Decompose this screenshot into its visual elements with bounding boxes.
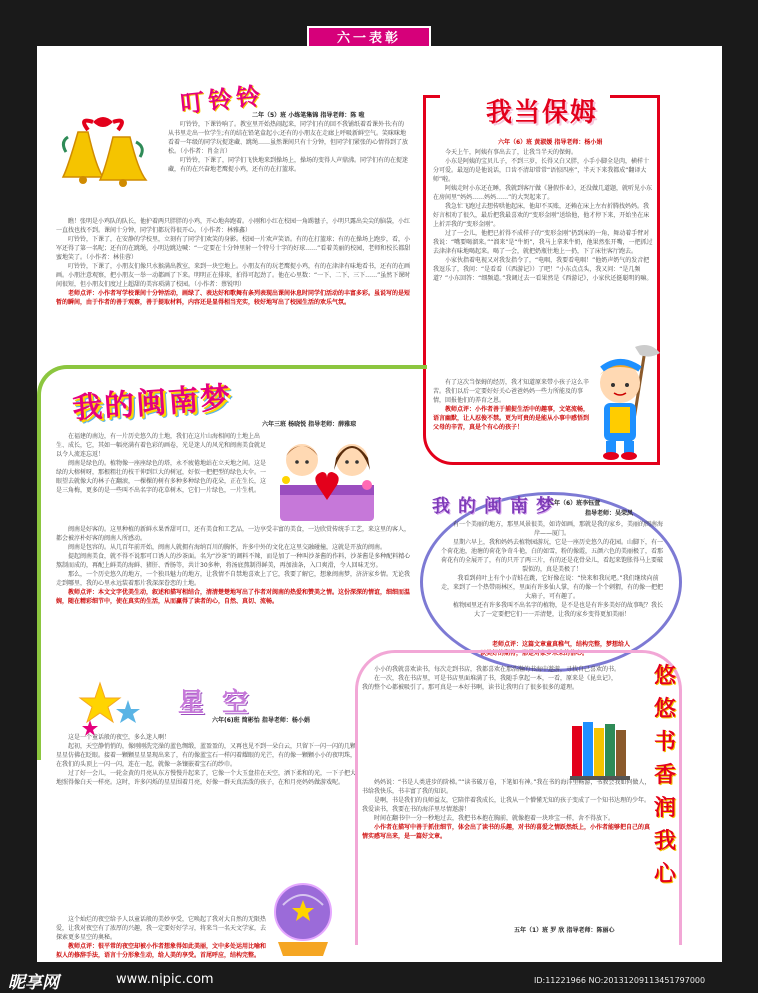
s6-p3: 妈妈说：“书是人类进步的阶梯。”“读书破万卷，下笔如有神。”我在书的海洋里畅游，书教会我如何做人，书给我快乐，书丰富了我的知识。 [362, 779, 651, 795]
crystal-ball-icon [268, 880, 338, 960]
s4-body [440, 520, 664, 650]
s2-p3: 阿姨走时小东还在睡，我就到客厅做《暑假作业》，还没做几道题，就听见小东在房间里“妈妈……妈妈……”的大哭起来了。 [433, 185, 653, 201]
s3-body-2 [56, 525, 414, 645]
s4-byline-2: 指导老师：吴荣凤 [585, 510, 634, 517]
s1-byline: 二年（5）班 小练笔集锦 指导老师：陈 啦 [252, 112, 365, 119]
s6-byline: 五年（1）班 罗 欣 指导老师：陈丽心 [514, 927, 615, 934]
s1-p4: 叮铃铃，下课了，在安静的学校里，立刻有了同学们欢笑的身影。校园一片欢声笑语。有的在打篮球；有的在操场上跑步，看，小军还得了第一名呢；还有的在跳绳，小明边跳边喊：“一定要在十分钟里射一个特号十字的好球……”看着美丽的校园，老师和校长都甜蜜地笑了。（小作者：林佳蓉） [56, 236, 411, 261]
s2-comment: 教师点评：小作者善于捕捉生活中的趣事，文笔流畅，语言幽默，让人忍俊不禁。更为可贵的是能从小事中感悟到父母的辛苦，真是个有心的孩子！ [433, 406, 590, 431]
s6-body-2 [362, 778, 652, 908]
watermark-id: ID:11221966 NO:20131209113451797000 [534, 976, 706, 985]
s2-p5: 过了一会儿，他把已折得不成样子的“变形金刚”扔到床的一角，舞动着手臂对我说：“嘴要喝溜来。”“溜来”是“牛奶”，我马上拿来牛奶，他果然张开嘴，一把抓过去津津有味地喝起来。喝了一会，就把奶瓶往地上一扔，下了床往客厅跑去。 [433, 230, 653, 255]
s3-comment: 教师点评：本文文字优美生动，叙述和描写相结合，清清楚楚地写出了作者对闽南的热爱和赞美之情。这份深深的情谊，细细而温婉，随在精彩细节中，使在真实的生活，从而赢得了读者的心，自然、真切、流畅。 [56, 589, 411, 605]
s5-p2: 起初，天空静悄悄的，像刚刚洗完澡的蓝色绸缎，蓝盈盈的，又再也见不到一朵白云，只留下一闪一闪的几颗星星仿佛在眨眼。接着一颗颗星星显现出来了，有的像蓝宝石一样闪着耀眼的光芒，有的像一颗颗小小的夜明珠，在我们的头顶上一闪一闪，连在一起，就像一条镶嵌着宝石的纱巾。 [56, 743, 356, 768]
stars-icon [78, 678, 148, 738]
s2-p6: 小家伙指着电视又对我发指令了，“电咽，我要看电咽！”他奶声奶气的发音把我逗乐了，我问：“是看看（《西游记》）了吧！”小东点点头，我又问：“是几频道？”小东回答：“细频道。”我调过去一看果然是《西游记》，小家伙还挺聪明的嘛。 [433, 257, 653, 282]
s2-body [433, 148, 653, 378]
s4-comment: 老师点评：这篇文章童真稚气，结构完整，梦想给人以美好的期待，那是对家乡未来的信心。 [480, 641, 630, 657]
watermark-url[interactable]: www.nipic.com [116, 972, 214, 987]
s3-p4: 闽南是包容的。从几百年前开始，闽南人就拥有海纳百川的胸怀，许多中外的文化在这里交融碰撞，这就是开放的闽南。 [68, 544, 387, 551]
children-heart-icon [272, 430, 382, 525]
books-icon [568, 718, 633, 783]
s2-p1: 今天上午，阿姨有事出去了，让我当半天的保姆。 [445, 149, 578, 156]
s4-byline: 二年（6）班李钰萱 [548, 500, 601, 507]
s1-comment: 老师点评：小作者写学校课间十分钟活动，画绿了、表达好和歌舞有条列表现出课间休息时同学们活动的丰富多彩。虽说写的是短暂的瞬间，由于作者的善于观察，善于提取材料，内容还是显得相当充实，较好地写出了校园生活的欢乐气氛。 [56, 290, 411, 306]
s1-p2: 叮铃铃，下课了，同学们飞快地来到操场上，操场的变得人声鼎沸。同学们有的在捉迷藏，有的在兴奋地老鹰捉小鸡，还有的在打篮球。 [168, 157, 408, 173]
s5-byline: 六年(6)班 简彬怡 指导老师：杨小娟 [212, 717, 310, 724]
s3-p2: 闽南是绿色的。植物像一座座绿色的塔，永不疲倦地站在立天地之间。这是绿的大榕树呀，那根粗壮的枝干伸到巨大的树冠，好似一把把型的绿色大伞。一眼望去就像大的林子在翻滚，一棵棵的树有多种多种绿色的花朵，正在生长，这是三角梅，更多的是一些叫不出名字的花草树木，它们一片绿色，一片生机。 [56, 460, 266, 494]
bells-icon [58, 112, 153, 192]
s3-p3: 闽南是好客的。这里种植的新鲜水果香甜可口，还有美食和工艺品，一边享受丰富的美食，一边欣赏传统手工艺，来这里的客人，都会被淳朴好客的闽南人所感动。 [56, 526, 411, 542]
s6-p5: 时间在翻书中一分一秒地过去，我把书本抱在胸前，就像抱着一块珍宝一样，舍不得放下。 [374, 815, 615, 822]
s5-p4: 这个灿烂的夜空给予人以童话般的美妙享受，它唤起了我对大自然的无限热爱，让我对夜空有了浓厚的兴趣，我一定要好好学习，将来当一名天文学家，去探索更多星空的奥秘。 [56, 916, 266, 941]
poster-banner: 六一表彰 [307, 26, 431, 48]
s3-p6: 那么，一个历史悠久的地方，一个独具魅力的地方，让我情不自禁地喜欢上了它，我要了解它，想象闽南梦，济济家乡情。无论我走到哪里，我的心里永远装着那片我深深眷恋的土地。 [56, 571, 411, 587]
s3-p1: 在福建的南边，有一片历史悠久的土地，我们在这片山海相间的土地上出生、成长，它，其如一幅亮满有着色彩的画卷，光是迷人的风光和闽南美食就足以令人流连忘返！ [56, 433, 266, 458]
s4-title: 我的闽南梦 [432, 496, 562, 517]
s1-title: 叮铃铃 [179, 81, 266, 119]
s6-p4: 是啊，书是我们的良师益友，它陪伴着我成长，让我从一个懵懂无知的孩子变成了一个知书达理的少年。我爱读书，我要在书的海洋里尽情遨游！ [362, 797, 651, 813]
s3-p5: 提起闽南美食，就不得不说那可口诱人的沙茶面。名为“沙茶”的调料不辣，而是加了一种叫沙茶酱的作料，沙茶酱是多种配料精心熬制而成的，再配上鲜美的海鲜、猪肝、香肠等，共计30多种，将汤底熬制得鲜美，再加油条，入口爽滑，令人回味无穷。 [56, 553, 411, 569]
s3-title: 我的闽南梦 [71, 380, 234, 427]
s4-p4: 植物园里还有许多我叫不出名字的植物，是不是也是有许多美好的故事呢？我长大了一定要把它们一一弄清楚，让我的家乡变得更加美丽！ [452, 602, 663, 618]
s2-p4: 我急忙飞跑过去想传哄他起床，他却不买账，还赖在床上左右折腾找妈妈。我好言相劝了很久，最后把我最喜欢的“变形金刚”送给他，他才停下来，开始坐在床上折弄我的“变形金刚”。 [433, 203, 650, 228]
s4-p3: 我看到荷叶上有个小青蛙在跳，它好像在说：“快来和我玩吧。”我们继续向前走，来到了一个热带雨林区，里面有许多仙人掌，有的像一个个刺猬，有的像一把把大扇子，可有趣了。 [440, 575, 663, 600]
s1-body [168, 120, 408, 220]
s1-p3: 瞧！张明是小鸡队的队长，他护着两只胖胖的小鸡，开心地奔跑着。小刚和小红在校园一角踢毽子，小明只露出尖尖的脑袋，小红一直找也找不到。课间十分钟，同学们都玩得很开心。（小作者：林雅鑫） [56, 218, 411, 234]
s4-p2: 星期六早上，我和妈妈去植物园游玩，它是一座历史悠久的花园。山脚下，有一个荷花池，池塘的荷花争奇斗艳，白的如雪，粉的像霞，五颜六色的美丽极了，看那荷花有的全展开了，有的只开了两三片，有的还是花骨朵儿，看起来饱胀得马上要破裂似的，真是美极了！ [440, 539, 663, 573]
s2-p2: 小东是阿姨的宝贝儿子，不到三岁，长得又白又胖，小手小脚全是肉，横样十分可爱。最逗的是他说话，口齿不清却常常“语惊四座”，半天下来我都成“翻译大师”啦。 [433, 158, 650, 183]
s2-p7: 有了这次当保姆的经历，我才知道原来带小孩子这么辛苦。我们以后一定要好好关心爸爸妈妈一些力所能及的事情，回报他们的养育之恩。 [433, 379, 590, 404]
s6-title: 悠悠书香润我心 [654, 664, 677, 887]
s5-body-2 [56, 915, 266, 960]
s3-byline: 六年三班 杨晓悦 指导老师：薛雅琼 [262, 421, 357, 428]
s1-p1: 叮铃铃，下课铃响了。教室里开始热闹起来，同学们有的回不我铺纸着看课外书;有的从书里走出一位学生;有的结在铅笔盒起小;还有的小朋友在走廊上呼吸新鲜空气。笑咪咪地看着一年级的同学玩捉迷藏、跳绳……虽然课间只有十分钟，但同学们紧张的心情得到了放松。（小作者：肖金言） [168, 121, 408, 155]
watermark-logo: 昵享网 [8, 973, 59, 993]
s5-comment: 教师点评：很平常的夜空却被小作者想象得如此美丽，文中多处运用比喻和拟人的修辞手法，语言十分形象生动，给人美的享受。首尾呼应，结构完整。 [56, 943, 266, 959]
s1-body-2 [56, 217, 414, 347]
s5-p3: 过了好一会儿，一轮金黄的月亮从东方慢慢升起来了，它像一个大玉盘挂在天空，洒下柔和的光，一下子把大地照得像白天一样亮。这时，许多闪烁的星星围着月亮，好像一群天真活泼的孩子，在和月亮妈妈做游戏呢。 [56, 770, 356, 786]
s6-comment: 小作者在描写中善于抓住细节，体会出了读书的乐趣，对书的喜爱之情跃然纸上，小作者能够把自己的真情实感写出来，是一篇好文章。 [362, 824, 651, 840]
s1-p5: 叮铃铃，下课了，小朋友们像只水猴满出教室，来到一块空地上。小朋友有的玩老鹰捉小鸡，有的在津津有味地看书，还有的在画画。小朋注意观察，把小朋友一举一动都画了下来。明明正在排球，拍得可起劲了。他在心里数：“一下、二下、三下……”虽然下课时间很短，但小朋友们度过上超甜的美容琐满了校园。（小作者：蔡锐明） [56, 263, 411, 288]
cleaning-girl-icon [590, 345, 670, 460]
s6-p2: 在一次，我在书店里，可是书店里面堆满了书，我随手拿起一本，一看，原来是《昆虫记》，我的整个心都被吸引了。那可真是一本好书啊，读书让我明白了很多很多的道理。 [362, 675, 618, 691]
s6-p1: 小小的我就喜欢读书，每次走到书店，我都喜欢在那浩瀚的书海中遨游，寻找自己喜欢的书。 [374, 666, 621, 673]
s2-body-2 [433, 378, 593, 458]
s2-byline: 六年（6）班 黄淑媛 指导老师：杨小娟 [498, 139, 603, 146]
s5-p1: 这是一个童话般的夜空，多么迷人啊！ [68, 734, 171, 741]
s4-p1: 有一个美丽的地方，那里风景很美，如诗如画，那就是我的家乡，美丽的闽南海岸——厦门。 [452, 521, 663, 537]
s5-title: 星空 [178, 688, 267, 718]
s2-title: 我当保姆 [486, 98, 599, 128]
s3-body [56, 432, 266, 522]
